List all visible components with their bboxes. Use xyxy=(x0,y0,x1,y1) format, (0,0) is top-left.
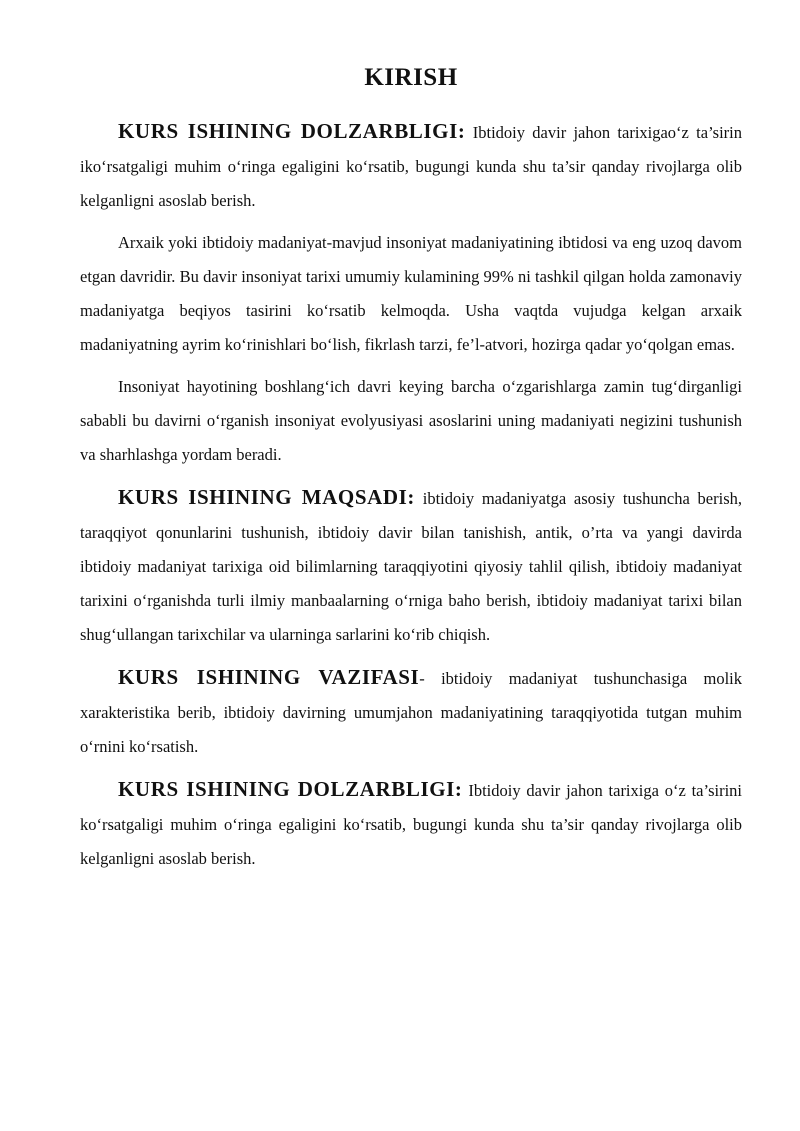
section-heading: KURS ISHINING DOLZARBLIGI: xyxy=(118,119,466,143)
section-heading: KURS ISHINING MAQSADI: xyxy=(118,485,415,509)
paragraph-text: ibtidoiy madaniyatga asosiy tushuncha berish, taraqqiyot qonunlarini tushunish, ibtidoiy davir bilan tanishish, antik, o’rta va yangi davirda ibtidoiy madaniyat tarixiga oid bilimlarning taraqqiyotini qiyosiy tahlil qilish, ibtidoiy madaniyat tarixini o‘rganishda turli ilmiy manbaalarning o‘rniga baho berish, ibtidoiy madaniyat tarixi bilan shug‘ullangan tarixchilar va ularninga sarlarini ko‘rib chiqish. xyxy=(80,489,742,644)
paragraph-text: - ibtidoiy madaniyat tushunchasiga molik xarakteristika berib, ibtidoiy davirning umumjahon madaniyatining taraqqiyotida tutgan muhim o‘rnini ko‘rsatish. xyxy=(80,669,743,756)
paragraph-text: Ibtidoiy davir jahon tarixiga o‘z ta’sirini ko‘rsatgaligi muhim o‘ringa egaligini ko‘rsatib, bugungi kunda shu ta’sir qanday rivojlarga olib kelganligni asoslab berish. xyxy=(80,781,743,868)
paragraph-vazifasi xyxy=(80,660,742,764)
section-heading: KURS ISHINING VAZIFASI xyxy=(118,665,420,689)
section-heading: KURS ISHINING DOLZARBLIGI: xyxy=(118,777,463,801)
paragraph-insoniyat xyxy=(80,370,742,472)
page-title: KIRISH xyxy=(364,64,458,91)
paragraph-maqsadi xyxy=(80,480,742,652)
paragraph-text: Ibtidoiy davir jahon tarixigao‘z ta’sirin iko‘rsatgaligi muhim o‘ringa egaligini ko‘rsatib, bugungi kunda shu ta’sir qanday rivojlarga olib kelganligni asoslab berish. xyxy=(80,123,742,210)
paragraph-arxaik xyxy=(80,226,742,362)
paragraph-dolzarbligi-1 xyxy=(80,114,742,218)
paragraph-text: Arxaik yoki ibtidoiy madaniyat-mavjud insoniyat madaniyatining ibtidosi va eng uzoq davom etgan davridir. Bu davir insoniyat tarixi umumiy kulamining 99% ni tashkil qilgan holda zamonaviy madaniyatga beqiyos tasirini ko‘rsatib kelmoqda. Usha vaqtda vujudga kelgan arxaik madaniyatning ayrim ko‘rinishlari bo‘lish, fikrlash tarzi, fe’l-atvori, hozirga qadar yo‘qolgan emas. xyxy=(80,233,742,354)
paragraph-text: Insoniyat hayotining boshlang‘ich davri keying barcha o‘zgarishlarga zamin tug‘dirganligi sababli bu davirni o‘rganish insoniyat evolyusiyasi asoslarini uning madaniyati negizini tushunish va sharhlashga yordam beradi. xyxy=(80,377,742,464)
paragraph-dolzarbligi-2 xyxy=(80,772,742,876)
document-page xyxy=(80,58,742,884)
